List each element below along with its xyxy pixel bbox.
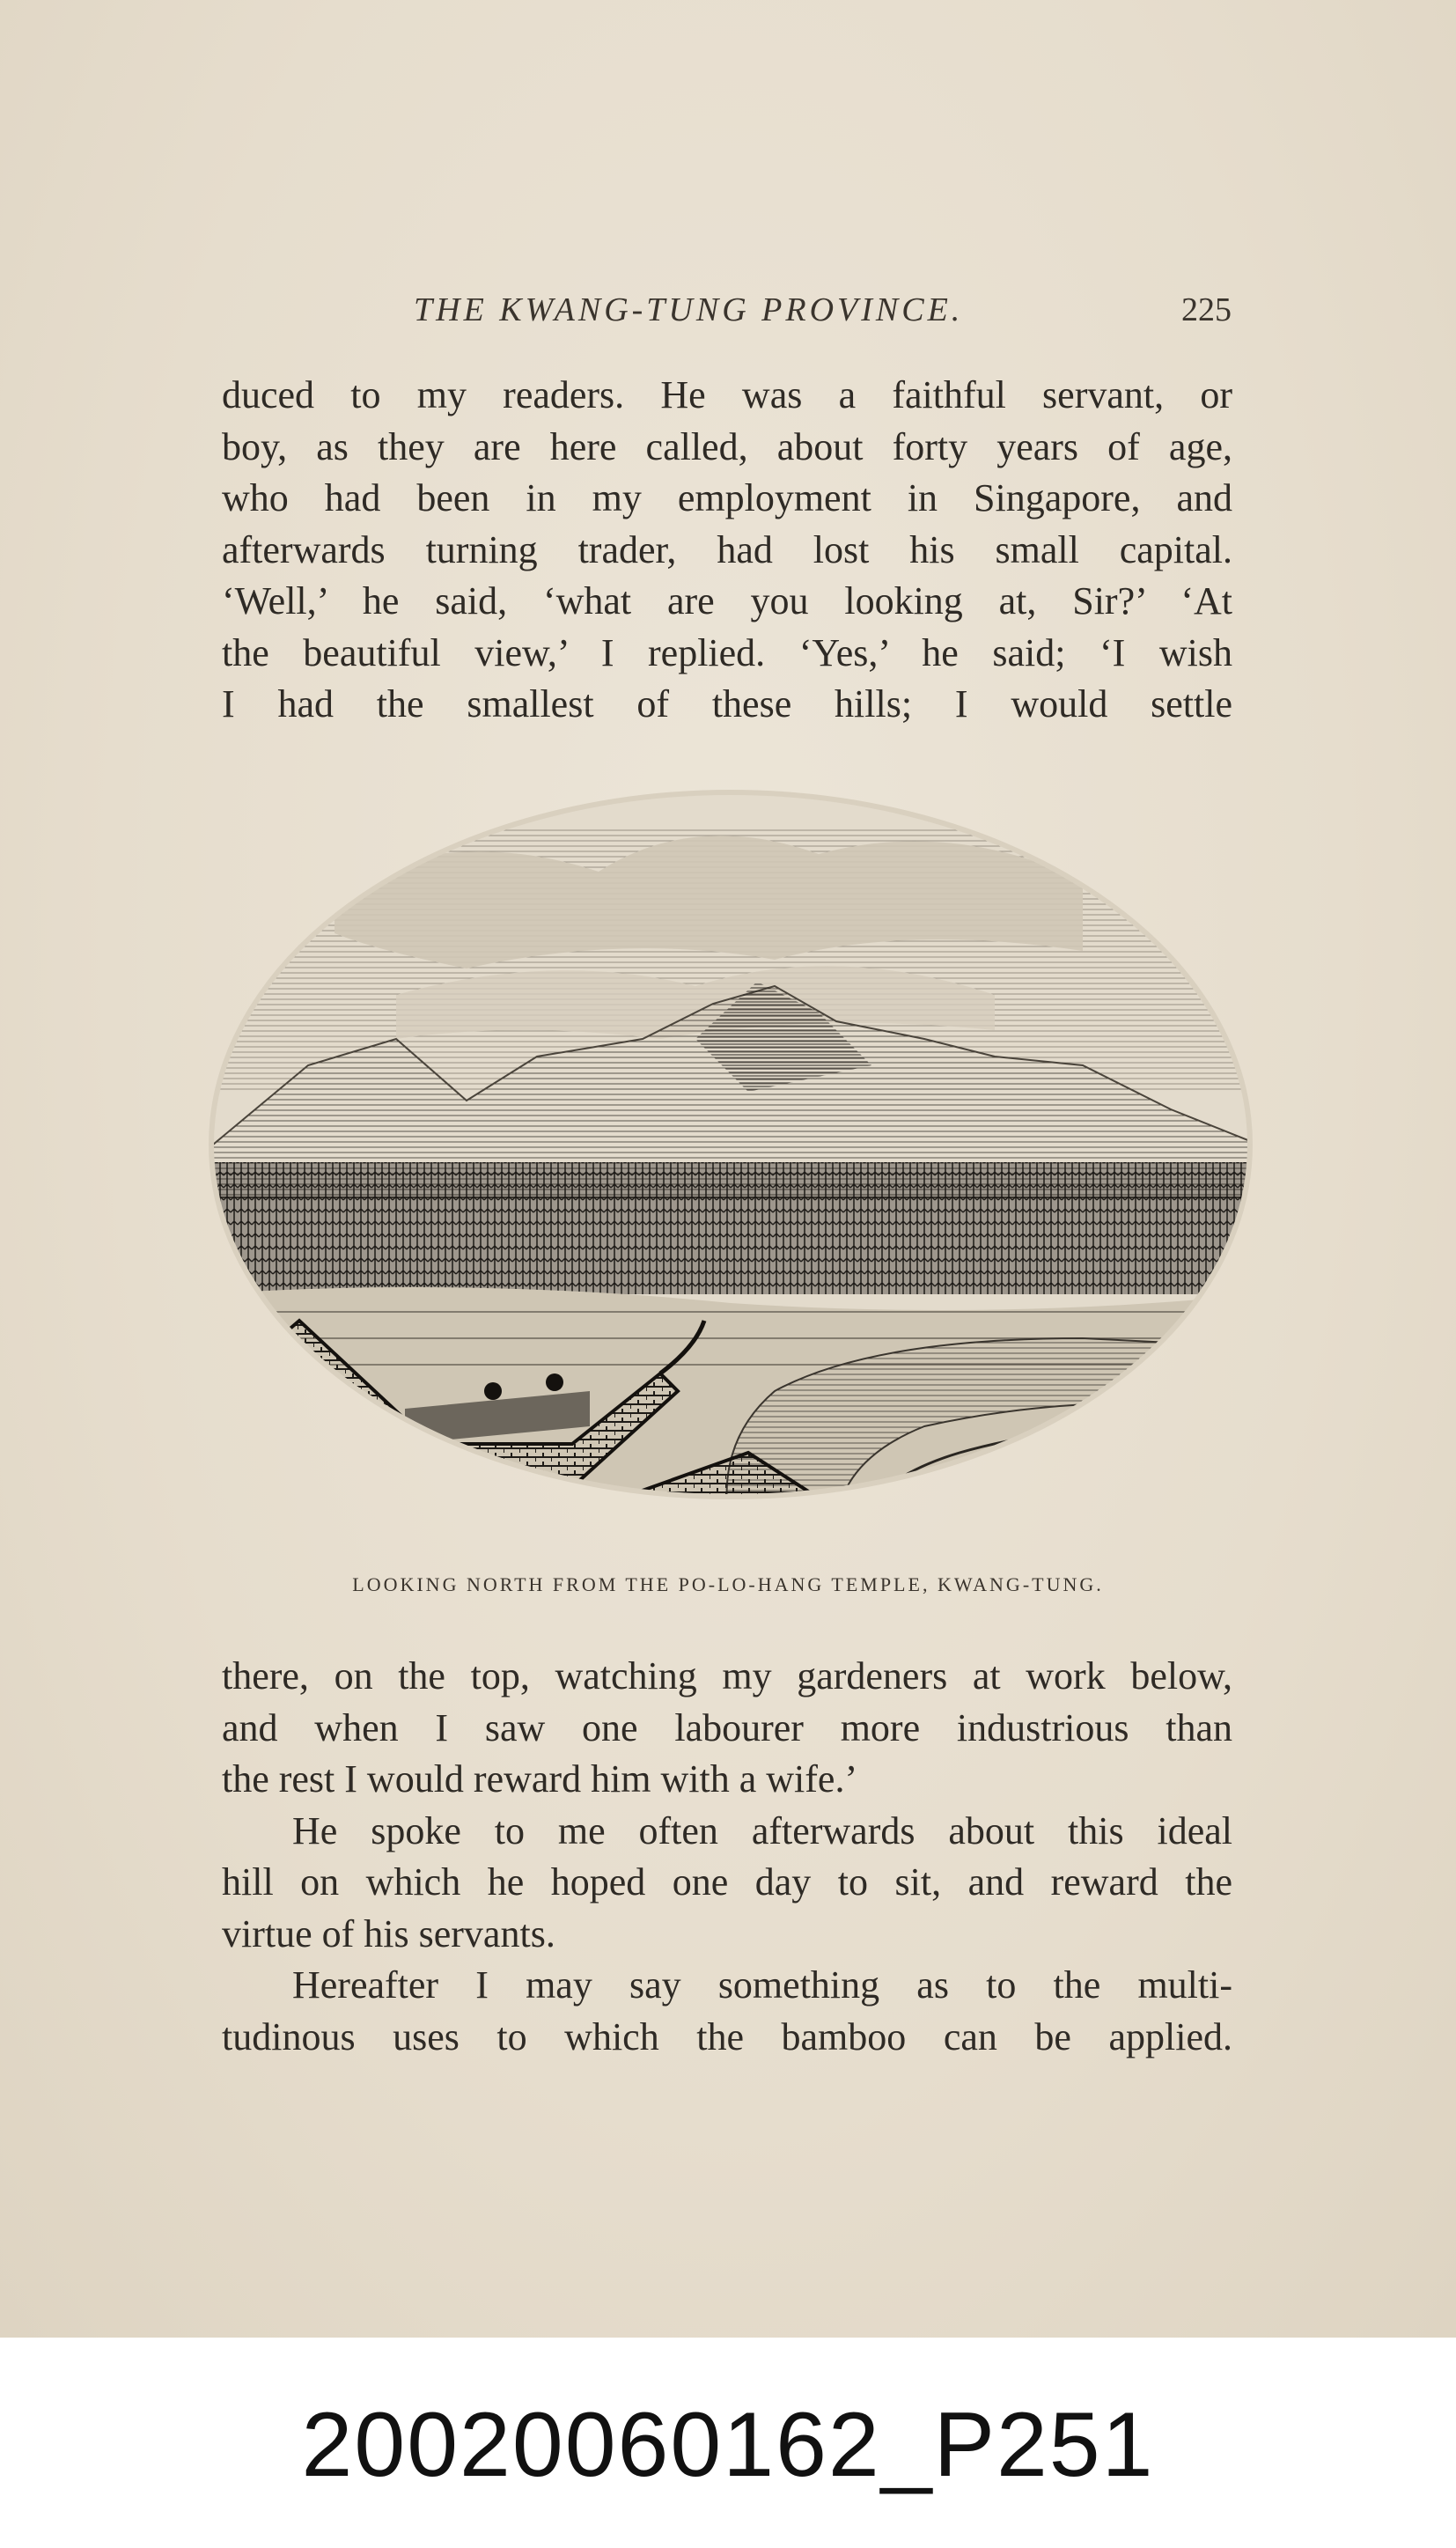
text-line: and when I saw one labourer more industrious than — [222, 1705, 1232, 1749]
text-line: ‘Well,’ he said, ‘what are you looking at, Sir?’ ‘At — [222, 579, 1232, 622]
landscape-scene — [202, 775, 1259, 1532]
text-line: I had the smallest of these hills; I would settle — [222, 682, 1232, 725]
text-line: duced to my readers. He was a faithful servant, or — [222, 373, 1232, 416]
text-line: afterwards turning trader, had lost his small capital. — [222, 527, 1232, 571]
text-line: tudinous uses to which the bamboo can be applied. — [222, 2014, 1232, 2058]
accession-number: 20020060162_P251 — [301, 2394, 1155, 2496]
text-line: virtue of his servants. — [222, 1911, 555, 1955]
text-line: there, on the top, watching my gardeners at work below, — [222, 1654, 1232, 1697]
text-line: hill on which he hoped one day to sit, and reward the — [222, 1860, 1232, 1904]
text-line: boy, as they are here called, about forty years of age, — [222, 424, 1232, 468]
figure-caption: LOOKING NORTH FROM THE PO-LO-HANG TEMPLE, KWANG-TUNG. — [352, 1573, 1104, 1595]
text-line: Hereafter I may say something as to the multi- — [292, 1963, 1232, 2007]
page-number: 225 — [1181, 291, 1232, 328]
text-line: who had been in my employment in Singapore, and — [222, 476, 1232, 519]
text-line: He spoke to me often afterwards about this ideal — [292, 1808, 1232, 1852]
bottom-text-block — [222, 1651, 1232, 2063]
engraving-illustration — [202, 775, 1259, 1532]
running-title: THE KWANG-TUNG PROVINCE. — [414, 291, 964, 328]
text-line: the beautiful view,’ I replied. ‘Yes,’ he said; ‘I wish — [222, 630, 1232, 674]
top-text-block — [222, 370, 1232, 731]
text-line: the rest I would reward him with a wife.’ — [222, 1757, 858, 1801]
